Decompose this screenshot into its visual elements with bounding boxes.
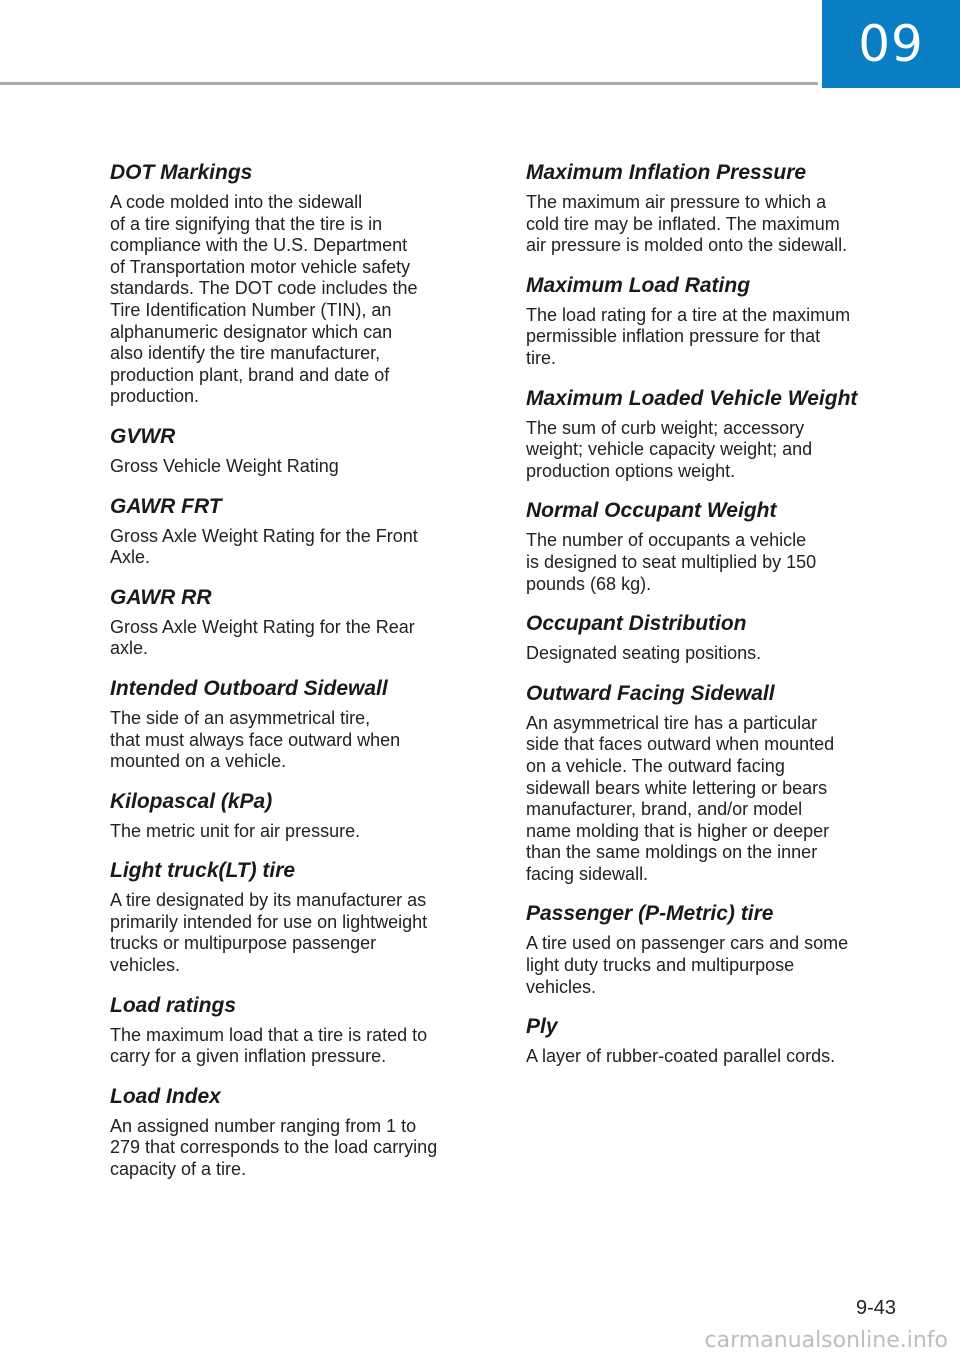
glossary-entry xyxy=(526,273,906,370)
glossary-entry xyxy=(110,424,490,478)
glossary-term: Passenger (P-Metric) tire xyxy=(526,902,774,926)
glossary-entry xyxy=(110,160,490,408)
glossary-term: Occupant Distribution xyxy=(526,612,747,636)
glossary-term: Maximum Loaded Vehicle Weight xyxy=(526,386,858,410)
glossary-entry xyxy=(110,993,490,1068)
glossary-entry xyxy=(110,585,490,660)
glossary-entry xyxy=(526,681,906,886)
chapter-number: 09 xyxy=(858,15,924,73)
glossary-term: Maximum Load Rating xyxy=(526,273,751,297)
watermark: carmanualsonline.info xyxy=(704,1328,948,1353)
glossary-entry xyxy=(110,1084,490,1181)
glossary-definition: The load rating for a tire at the maximum permissible inflation pressure for that tire. xyxy=(526,304,851,368)
glossary-term: Outward Facing Sidewall xyxy=(526,681,775,705)
glossary-entry xyxy=(526,611,906,665)
glossary-term: Light truck(LT) tire xyxy=(110,859,296,883)
glossary-definition: Designated seating positions. xyxy=(526,643,762,664)
glossary-definition: The maximum load that a tire is rated to carry for a given inflation pressure. xyxy=(110,1024,428,1067)
glossary-column-right xyxy=(526,160,906,1084)
glossary-definition: An asymmetrical tire has a particular side that faces outward when mounted on a vehicle. The outward facing sidewall bears white lettering or bears manufacturer, brand, and/or model name molding that is higher or deeper than the same moldings on the inner facing sidewall. xyxy=(526,712,835,884)
glossary-entry xyxy=(110,676,490,773)
glossary-definition: Gross Vehicle Weight Rating xyxy=(110,455,339,476)
glossary-term: GAWR RR xyxy=(110,585,212,609)
glossary-definition: A layer of rubber-coated parallel cords. xyxy=(526,1046,836,1067)
glossary-term: Ply xyxy=(526,1015,558,1039)
glossary-term: Intended Outboard Sidewall xyxy=(110,676,388,700)
glossary-term: Load Index xyxy=(110,1084,221,1108)
glossary-entry xyxy=(526,1014,906,1068)
glossary-term: Kilopascal (kPa) xyxy=(110,789,273,813)
glossary-definition: A tire designated by its manufacturer as primarily intended for use on lightweight trucks or multipurpose passenger vehicles. xyxy=(110,890,428,976)
chapter-tab xyxy=(822,0,960,88)
glossary-entry xyxy=(526,386,906,483)
glossary-definition: An assigned number ranging from 1 to 279 that corresponds to the load carrying capacity of a tire. xyxy=(110,1115,438,1180)
glossary-definition: The metric unit for air pressure. xyxy=(110,820,361,841)
glossary-term: Maximum Inflation Pressure xyxy=(526,161,807,184)
glossary-column-left xyxy=(110,160,490,1197)
glossary-definition: Gross Axle Weight Rating for the Front Axle. xyxy=(110,525,418,568)
glossary-definition: A tire used on passenger cars and some light duty trucks and multipurpose vehicles. xyxy=(526,933,849,997)
glossary-term: Normal Occupant Weight xyxy=(526,499,777,523)
glossary-entry xyxy=(526,160,906,257)
glossary-term: DOT Markings xyxy=(110,161,253,184)
page-number: 9-43 xyxy=(855,1297,896,1319)
header-rule xyxy=(0,82,818,85)
glossary-definition: The maximum air pressure to which a cold tire may be inflated. The maximum air pressure is molded onto the sidewall. xyxy=(526,192,848,256)
glossary-definition: A code molded into the sidewall of a tire signifying that the tire is in compliance with the U.S. Department of Transportation motor vehicle safety standards. The DOT code includes the Tire Identification Number (TIN), an alphanumeric designator which can also identify the tire manufacturer, production plant, brand and date of production. xyxy=(110,192,418,407)
glossary-term: Load ratings xyxy=(110,993,237,1017)
glossary-entry xyxy=(110,858,490,976)
glossary-term: GVWR xyxy=(110,424,176,448)
glossary-definition: Gross Axle Weight Rating for the Rear axle. xyxy=(110,616,415,659)
glossary-definition: The number of occupants a vehicle is designed to seat multiplied by 150 pounds (68 kg). xyxy=(526,530,817,594)
glossary-definition: The side of an asymmetrical tire, that must always face outward when mounted on a vehicle. xyxy=(110,707,401,772)
glossary-term: GAWR FRT xyxy=(110,494,222,518)
glossary-entry xyxy=(110,494,490,569)
glossary-entry xyxy=(526,901,906,998)
glossary-entry xyxy=(110,789,490,843)
glossary-entry xyxy=(526,498,906,595)
glossary-definition: The sum of curb weight; accessory weight; vehicle capacity weight; and production options weight. xyxy=(526,417,813,481)
